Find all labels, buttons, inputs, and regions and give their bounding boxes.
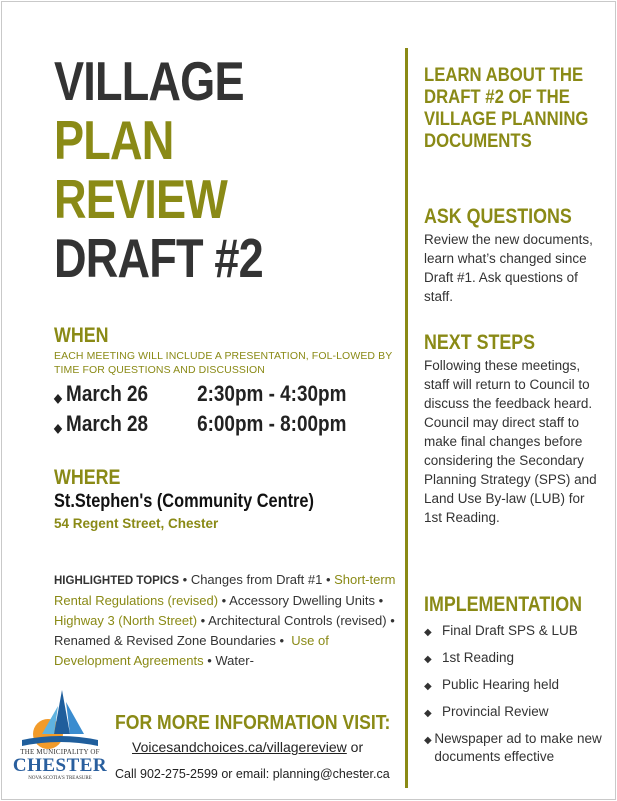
implementation-list — [424, 622, 602, 766]
topics-lead: HIGHLIGHTED TOPICS — [54, 575, 180, 587]
topic-item: Renamed & Revised Zone Boundaries — [54, 633, 276, 648]
list-item — [424, 676, 602, 696]
diamond-bullet-icon: ◆ — [54, 421, 62, 435]
next-steps-heading: NEXT STEPS — [424, 331, 536, 354]
title-line-draft: DRAFT #2 — [54, 227, 263, 289]
venue-address: 54 Regent Street, Chester — [54, 516, 219, 531]
implementation-section — [424, 594, 602, 773]
ask-questions-section — [424, 206, 602, 306]
highlighted-topics: HIGHLIGHTED TOPICS • Changes from Draft #1 • Short-term Rental Regulations (revised) • Accessory Dwelling Units • Highway 3 (North Street) • Architectural Controls (revised) • Renamed & Revised Zone Boundaries • Use of Development Agreements • Water- — [54, 572, 396, 668]
link-suffix: or — [346, 739, 364, 755]
topic-item: Short-term Rental Regulations (revised) — [54, 572, 396, 608]
logo-wordmark — [12, 748, 108, 781]
list-item-label: Newspaper ad to make new documents effective — [434, 731, 602, 764]
next-steps-body: Following these meetings, staff will return to Council to discuss the feedback heard. Council may direct staff to make final changes before considering the Secondary Planning Strategy (SPS) and Land Use By-law (LUB) for 1st Reading. — [424, 358, 597, 525]
list-item — [424, 730, 602, 766]
meeting-date: March 28 — [66, 411, 149, 436]
list-item-label: Public Hearing held — [442, 677, 560, 692]
list-item-label: Final Draft SPS & LUB — [442, 623, 578, 638]
when-note: EACH MEETING WILL INCLUDE A PRESENTATION, FOL-LOWED BY TIME FOR QUESTIONS AND DISCUSSION — [54, 350, 393, 376]
meeting-date: March 26 — [66, 381, 149, 406]
title-line-village: VILLAGE — [54, 50, 244, 112]
more-info-heading: FOR MORE INFORMATION VISIT: — [115, 712, 391, 734]
topic-item: Use of Development Agreements — [54, 633, 329, 668]
logo-province: NOVA SCOTIA'S TREASURE — [28, 776, 92, 781]
more-info-link-line — [132, 739, 405, 755]
list-item — [424, 622, 602, 642]
list-item — [424, 703, 602, 723]
topic-item: Architectural Controls (revised) — [208, 613, 387, 628]
list-item-label: 1st Reading — [442, 650, 515, 665]
diamond-bullet-icon: ◆ — [424, 654, 432, 665]
diamond-bullet-icon: ◆ — [54, 391, 62, 405]
meeting-date-row — [54, 411, 346, 441]
village-review-link[interactable]: Voicesandchoices.ca/villagereview — [132, 739, 347, 755]
list-item-label: Provincial Review — [442, 704, 549, 719]
contact-line: Call 902-275-2599 or email: planning@chester.ca — [115, 767, 390, 781]
meeting-time: 6:00pm - 8:00pm — [197, 411, 347, 436]
where-section — [54, 467, 414, 531]
topic-item: Changes from Draft #1 — [190, 572, 323, 587]
page-title — [54, 52, 309, 288]
venue-name: St.Stephen's (Community Centre) — [54, 491, 314, 512]
topic-item: Water- — [215, 653, 254, 668]
diamond-bullet-icon: ◆ — [424, 681, 432, 692]
ask-heading: ASK QUESTIONS — [424, 205, 572, 228]
implementation-heading: IMPLEMENTATION — [424, 593, 582, 616]
logo-top-text: THE MUNICIPALITY OF — [20, 748, 100, 756]
ask-body: Review the new documents, learn what’s changed since Draft #1. Ask questions of staff. — [424, 232, 593, 304]
sailboat-sun-icon — [12, 688, 108, 750]
municipality-logo — [12, 688, 108, 796]
title-line-review: REVIEW — [54, 168, 227, 230]
list-item — [424, 649, 602, 669]
logo-name: CHESTER — [12, 755, 108, 776]
topic-item: Accessory Dwelling Units — [229, 593, 376, 608]
learn-heading: LEARN ABOUT THE DRAFT #2 OF THE VILLAGE PLANNING DOCUMENTS — [424, 65, 589, 152]
title-line-plan: PLAN — [54, 109, 174, 171]
more-info-section — [115, 712, 405, 781]
when-section — [54, 325, 394, 441]
topic-item: Highway 3 (North Street) — [54, 613, 198, 628]
diamond-bullet-icon: ◆ — [424, 708, 432, 719]
diamond-bullet-icon: ◆ — [424, 735, 432, 746]
diamond-bullet-icon: ◆ — [424, 627, 432, 638]
column-divider — [405, 48, 408, 788]
where-heading: WHERE — [54, 466, 121, 489]
next-steps-section — [424, 332, 602, 527]
meeting-date-row — [54, 381, 346, 411]
meeting-time: 2:30pm - 4:30pm — [197, 381, 347, 406]
when-heading: WHEN — [54, 324, 109, 347]
